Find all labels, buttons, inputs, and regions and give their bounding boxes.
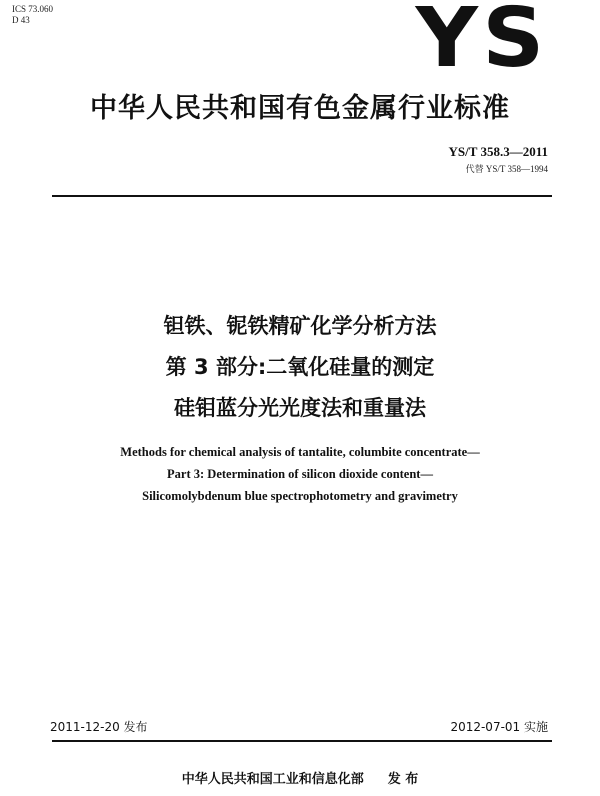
replaced-standard: 代替 YS/T 358—1994 xyxy=(465,164,548,174)
issuing-authority: 中华人民共和国工业和信息化部 xyxy=(181,772,364,787)
cn-title-line-1: 钽铁、铌铁精矿化学分析方法 xyxy=(163,314,437,338)
ics-code: ICS 73.060 xyxy=(12,4,54,14)
en-title-line-3: Silicomolybdenum blue spectrophotometry and gravimetry xyxy=(142,489,458,503)
en-title-line-1: Methods for chemical analysis of tantalite, columbite concentrate— xyxy=(120,445,480,459)
bottom-divider xyxy=(52,740,552,742)
classification-codes xyxy=(12,4,53,26)
implementation-date: 2012-07-01 实施 xyxy=(450,720,548,734)
cn-title-line-3: 硅钼蓝分光光度法和重量法 xyxy=(174,396,426,420)
en-title-line-2: Part 3: Determination of silicon dioxide content— xyxy=(167,467,433,481)
standard-category-title: 中华人民共和国有色金属行业标准 xyxy=(90,93,510,124)
top-divider xyxy=(52,195,552,197)
cn-title-line-2: 第 3 部分:二氧化硅量的测定 xyxy=(165,355,435,379)
issue-action: 发 布 xyxy=(387,772,419,787)
issuer-line xyxy=(0,768,600,787)
issue-date: 2011-12-20 发布 xyxy=(50,720,148,734)
standard-number: YS/T 358.3—2011 xyxy=(448,144,548,159)
ccs-code: D 43 xyxy=(12,15,30,25)
ys-logo: YS xyxy=(415,0,548,86)
